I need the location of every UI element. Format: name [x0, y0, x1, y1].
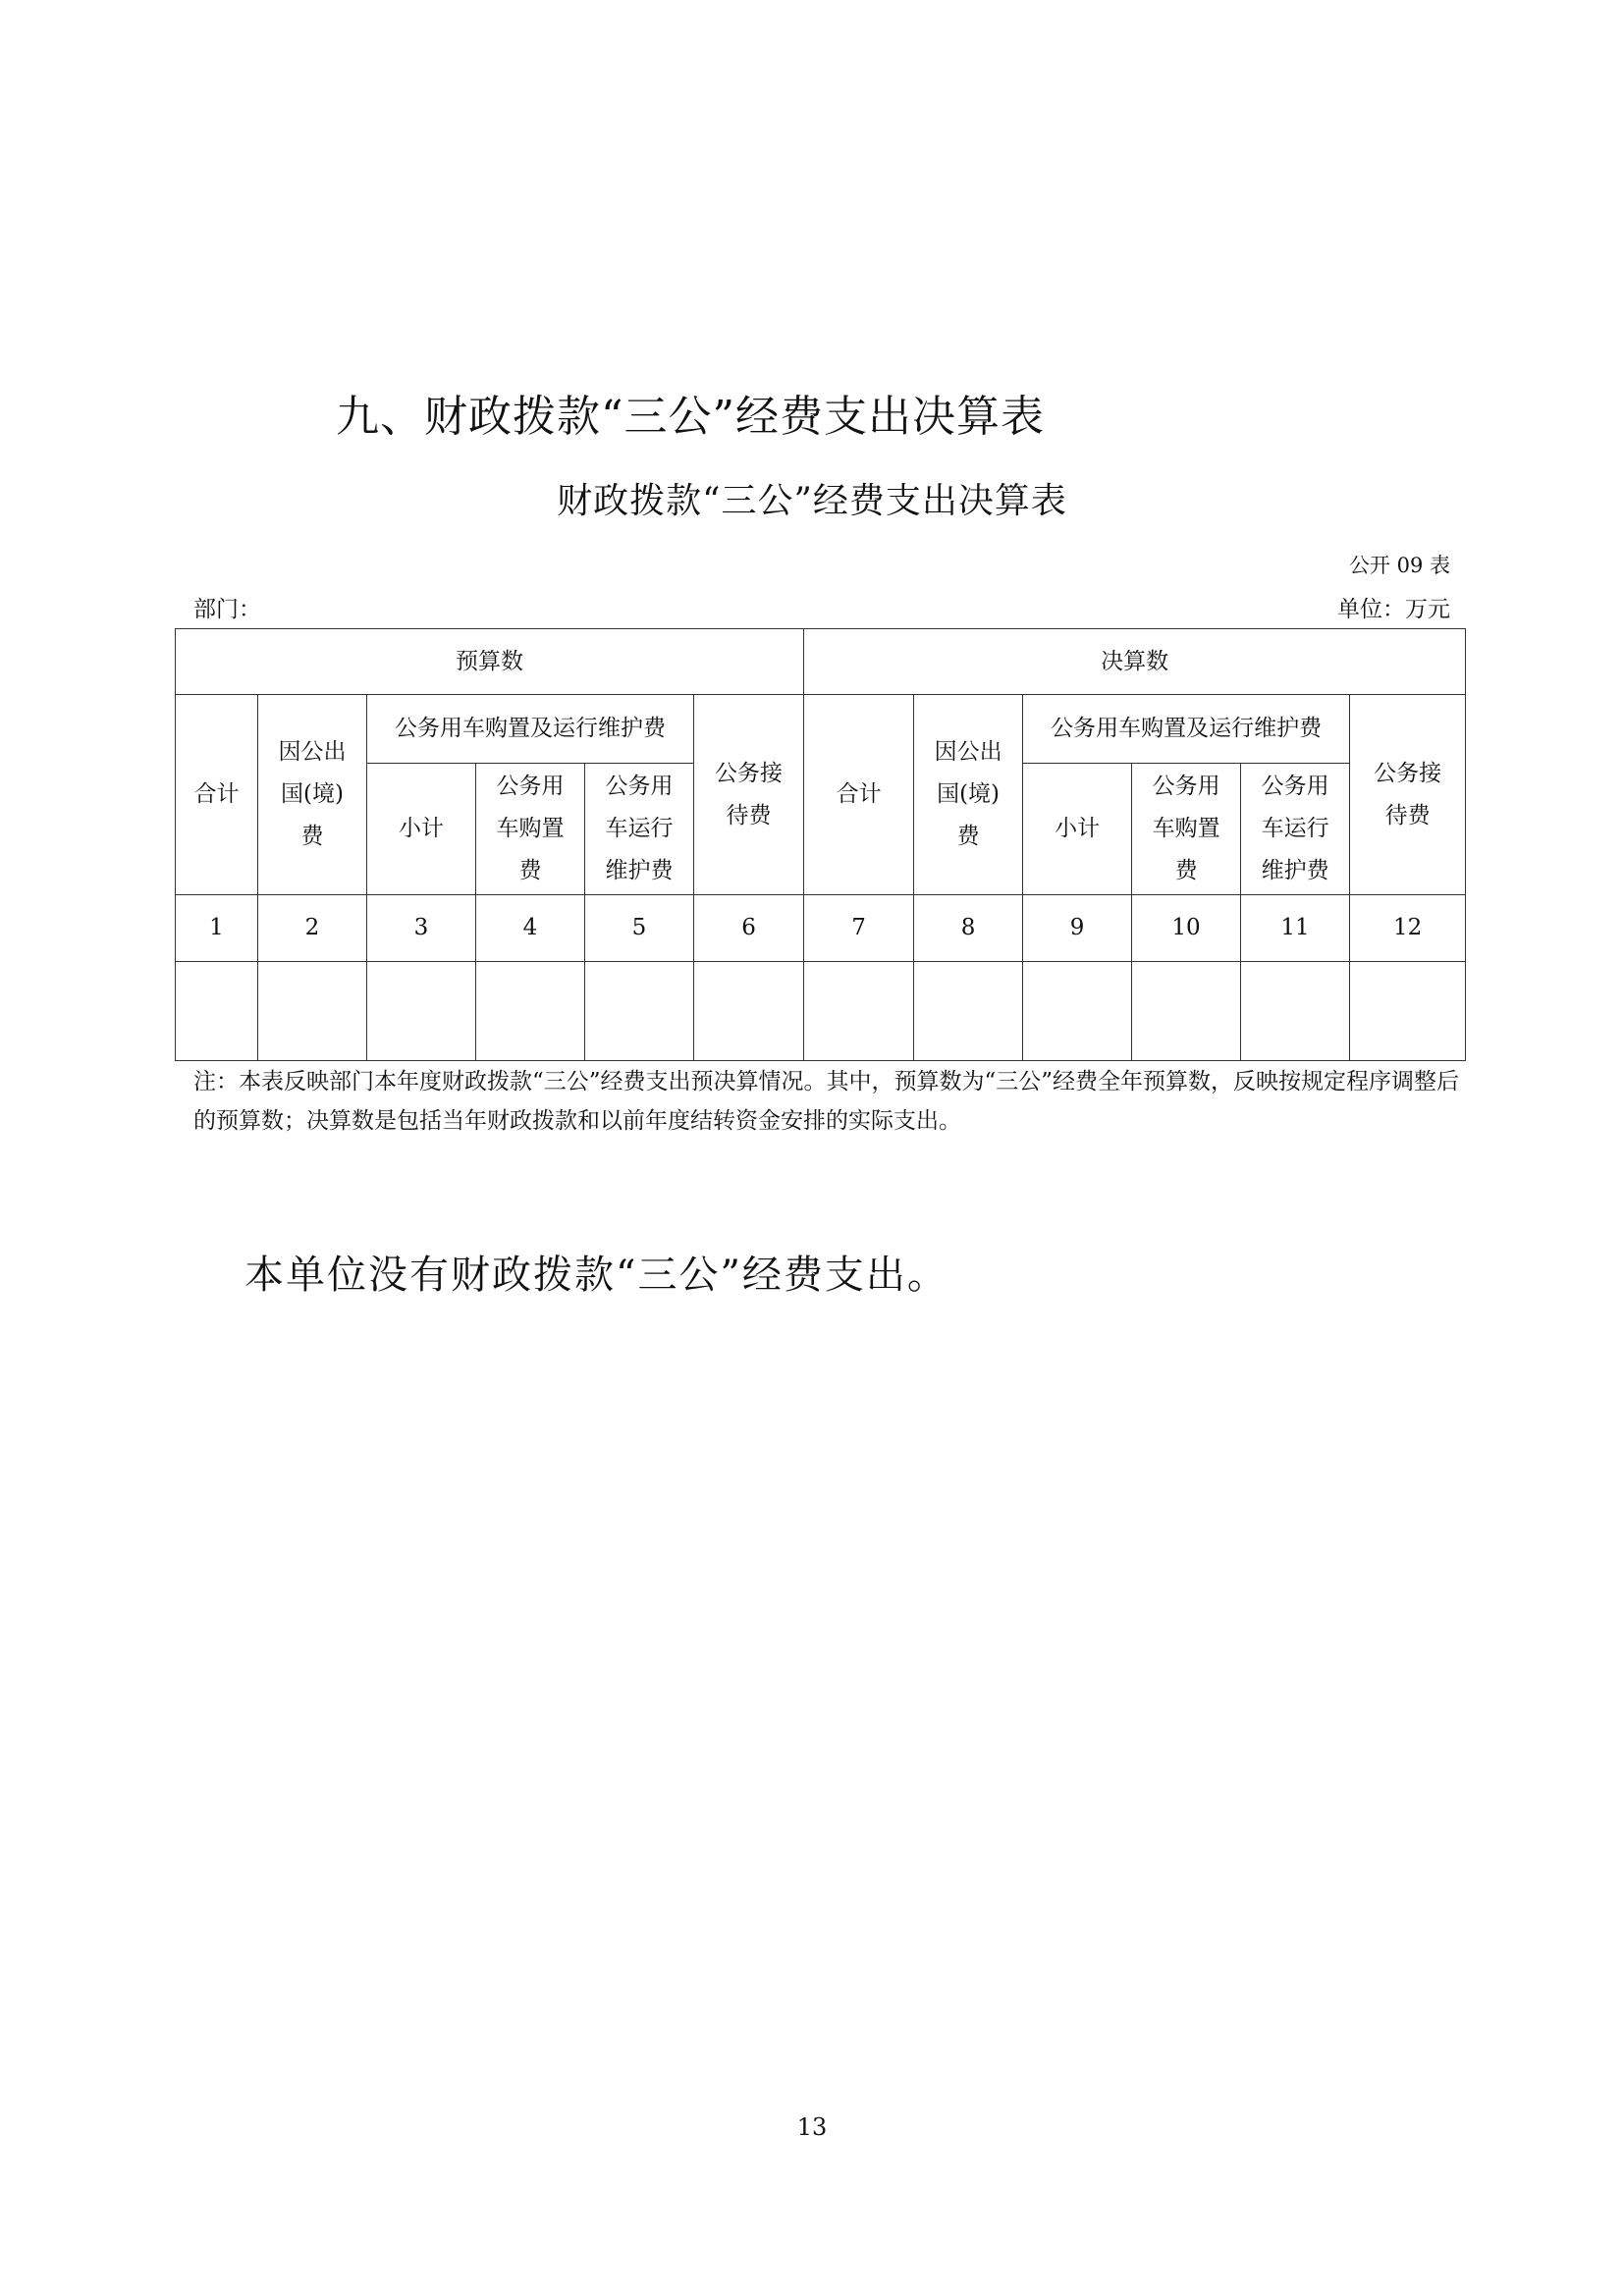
final-abroad-header: 因公出 国(境) 费	[914, 695, 1023, 895]
column-number: 1	[176, 895, 258, 962]
data-cell	[476, 962, 585, 1061]
three-public-expense-table	[175, 628, 1466, 1061]
column-number: 7	[804, 895, 914, 962]
budget-vehicle-group-header: 公务用车购置及运行维护费	[367, 695, 694, 764]
column-number: 2	[258, 895, 367, 962]
column-number: 9	[1023, 895, 1132, 962]
final-vehicle-operation-header: 公务用 车运行 维护费	[1241, 764, 1350, 895]
data-cell	[694, 962, 804, 1061]
page-number: 13	[796, 2113, 828, 2141]
department-label: 部门：	[193, 597, 261, 622]
final-group-header: 决算数	[804, 629, 1466, 695]
data-cell	[585, 962, 694, 1061]
column-number: 10	[1132, 895, 1241, 962]
final-total-header: 合计	[804, 695, 914, 895]
budget-vehicle-purchase-header: 公务用 车购置 费	[476, 764, 585, 895]
final-vehicle-group-header: 公务用车购置及运行维护费	[1023, 695, 1350, 764]
section-title: 九、财政拨款“三公”经费支出决算表	[336, 392, 1045, 442]
no-expense-statement: 本单位没有财政拨款“三公”经费支出。	[244, 1253, 948, 1298]
data-cell	[258, 962, 367, 1061]
final-vehicle-purchase-header: 公务用 车购置 费	[1132, 764, 1241, 895]
table-title: 财政拨款“三公”经费支出决算表	[557, 481, 1067, 521]
column-number: 12	[1350, 895, 1466, 962]
column-number: 8	[914, 895, 1023, 962]
budget-vehicle-operation-header: 公务用 车运行 维护费	[585, 764, 694, 895]
data-cell	[804, 962, 914, 1061]
budget-group-header: 预算数	[176, 629, 804, 695]
final-reception-header: 公务接 待费	[1350, 695, 1466, 895]
budget-total-header: 合计	[176, 695, 258, 895]
column-number: 5	[585, 895, 694, 962]
data-cell	[1241, 962, 1350, 1061]
table-code: 公开 09 表	[1348, 554, 1450, 577]
data-cell	[1132, 962, 1241, 1061]
unit-label: 单位：万元	[1337, 597, 1450, 622]
table-row	[176, 962, 1466, 1061]
data-cell	[176, 962, 258, 1061]
table-note: 注：本表反映部门本年度财政拨款“三公”经费支出预决算情况。其中，预算数为“三公”经费全年预算数，反映按规定程序调整后的预算数；决算数是包括当年财政拨款和以前年度结转资金安排的实际支出。	[193, 1069, 1460, 1134]
column-number: 11	[1241, 895, 1350, 962]
budget-subtotal-header: 小计	[367, 764, 476, 895]
data-cell	[1350, 962, 1466, 1061]
column-number: 6	[694, 895, 804, 962]
data-cell	[367, 962, 476, 1061]
column-number: 3	[367, 895, 476, 962]
budget-abroad-header: 因公出 国(境) 费	[258, 695, 367, 895]
budget-reception-header: 公务接 待费	[694, 695, 804, 895]
column-number-row	[176, 895, 1466, 962]
data-cell	[914, 962, 1023, 1061]
final-subtotal-header: 小计	[1023, 764, 1132, 895]
data-cell	[1023, 962, 1132, 1061]
column-number: 4	[476, 895, 585, 962]
